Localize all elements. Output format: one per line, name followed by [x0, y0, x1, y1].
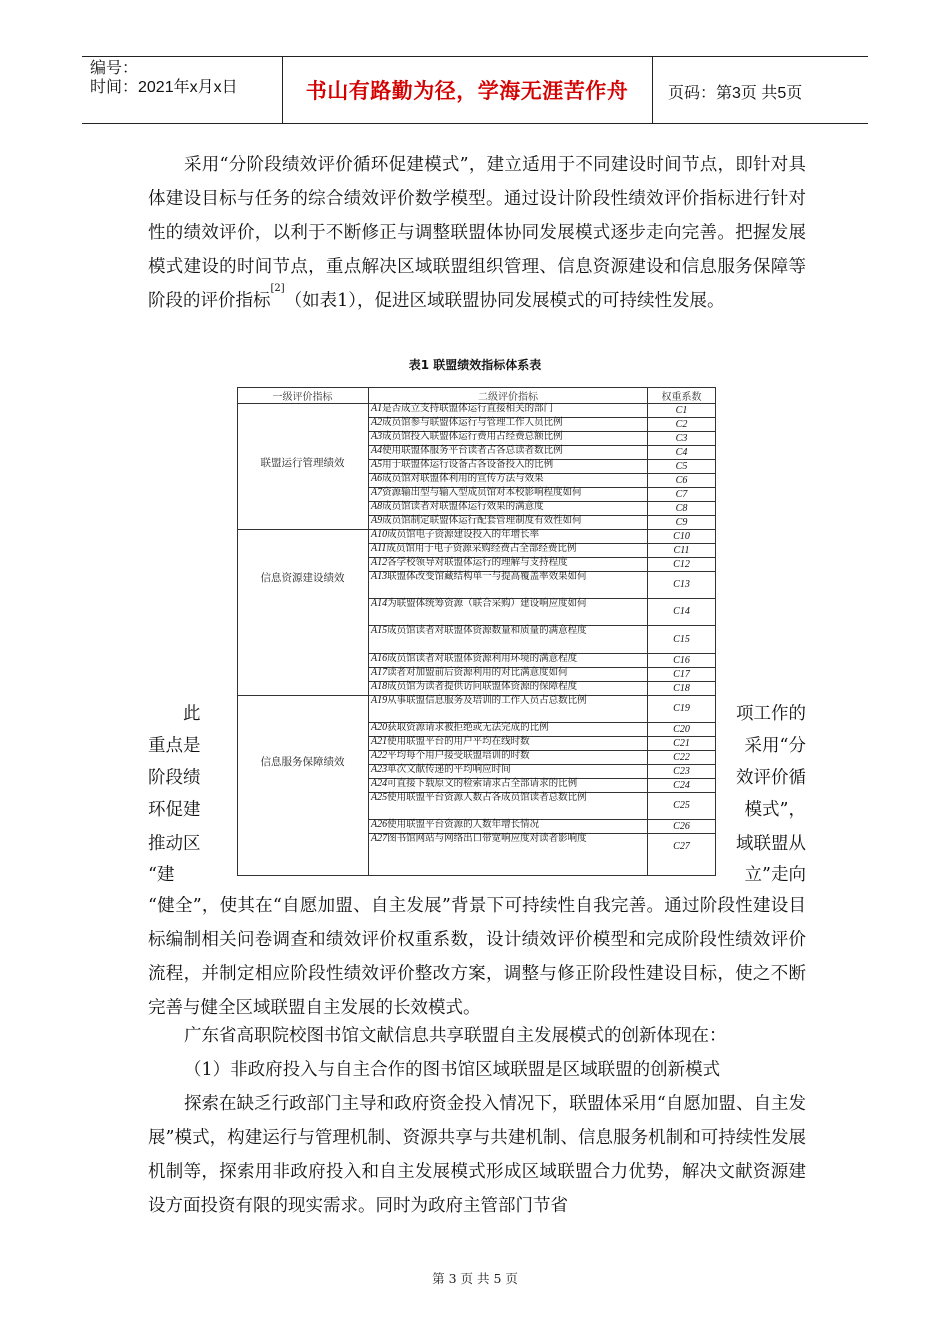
indicator-text — [371, 558, 647, 569]
indicator-code: A2 — [371, 417, 383, 428]
indicator-text — [371, 820, 647, 831]
indicator-text — [371, 474, 647, 485]
category-operation: 联盟运行管理绩效 — [260, 457, 345, 469]
page-footer: 第 3 页 共 5 页 — [432, 1271, 518, 1286]
weight-cell: C13 — [673, 579, 690, 590]
indicator-text — [371, 488, 647, 499]
indicator-code: A17 — [371, 667, 388, 678]
indicator-text — [371, 751, 647, 762]
table-header-weight: 权重系数 — [661, 392, 702, 403]
indicator-label: 使用联盟平台的用户平均在线时数 — [387, 736, 530, 747]
wrap-text-left: 阶段绩 — [148, 768, 201, 788]
indicator-code: A23 — [371, 764, 388, 775]
wrap-text-left: 重点是 — [148, 736, 201, 756]
indicator-code: A5 — [371, 459, 383, 470]
indicator-label: 资源输出型与输入型成员馆对本校影响程度如何 — [382, 487, 582, 498]
indicator-text — [371, 432, 647, 443]
indicator-code: A15 — [371, 625, 388, 636]
weight-cell: C23 — [673, 765, 690, 777]
indicator-code: A11 — [371, 543, 387, 554]
indicator-label: 成员馆投入联盟体运行费用占经费总额比例 — [382, 431, 563, 442]
indicator-text — [371, 530, 647, 541]
intro-text-tail: （如表1），促进区域联盟协同发展模式的可持续性发展。 — [284, 291, 725, 311]
indicator-code: A21 — [371, 736, 388, 747]
indicator-code: A13 — [371, 571, 388, 582]
header-top-rule — [82, 56, 868, 57]
paragraph-innovation: 广东省高职院校图书馆文献信息共享联盟自主发展模式的创新体现在： — [184, 1026, 727, 1046]
indicator-label: 单次文献传递的平均响应时间 — [387, 764, 511, 775]
table-col-rule — [368, 387, 369, 875]
weight-cell: C17 — [673, 668, 690, 680]
indicator-label: 成员馆制定联盟体运行配套管理制度有效性如何 — [382, 515, 582, 526]
weight-cell: C4 — [675, 446, 688, 458]
wrap-text-right: 效评价循 — [736, 768, 806, 788]
wrap-text-left: “建 — [148, 865, 175, 885]
weight-cell: C14 — [673, 606, 690, 617]
category-service: 信息服务保障绩效 — [260, 756, 345, 768]
indicator-code: A12 — [371, 557, 388, 568]
indicator-text — [371, 793, 647, 804]
indicator-label: 成员馆读者对联盟体运行效果的满意度 — [382, 501, 544, 512]
weight-cell: C2 — [675, 418, 688, 430]
header-bottom-rule — [82, 123, 868, 124]
indicator-label: 成员馆电子资源建设投入的年增长率 — [387, 529, 540, 540]
indicator-label: 成员馆为读者提供访问联盟体资源的保障程度 — [387, 681, 578, 692]
indicator-code: A18 — [371, 681, 388, 692]
indicator-text — [371, 737, 647, 748]
indicator-text — [371, 502, 647, 513]
indicator-text — [371, 404, 647, 415]
indicator-text — [371, 626, 647, 637]
indicator-table — [237, 387, 715, 875]
indicator-label: 联盟体改变馆藏结构单一与提高覆盖率效果如何 — [387, 571, 587, 582]
wrap-text-right: 模式”， — [744, 800, 806, 820]
indicator-label: 获取资源请求被拒绝或无法完成的比例 — [387, 722, 549, 733]
weight-cell: C16 — [673, 654, 690, 666]
weight-cell: C5 — [675, 460, 688, 472]
intro-text: 采用“分阶段绩效评价循环促建模式”，建立适用于不同建设时间节点，即针对具体建设目标与任务的综合绩效评价数学模型。通过设计阶段性绩效评价指标进行针对性的绩效评价，以利于不断修正与调整联盟体协同发展模式逐步走向完善。把握发展模式建设的时间节点，重点解决区域联盟组织管理、信息资源建设和信息服务保障等阶段的评价指标 — [148, 155, 806, 311]
table-title: 表1 联盟绩效指标体系表 — [408, 358, 542, 372]
citation-ref: [2] — [270, 283, 285, 294]
serial-label: 编号： — [90, 60, 139, 77]
weight-cell: C15 — [673, 633, 690, 645]
table-border — [237, 387, 238, 875]
indicator-code: A10 — [371, 529, 388, 540]
indicator-code: A6 — [371, 473, 383, 484]
weight-cell: C8 — [675, 502, 688, 514]
indicator-label: 成员馆用于电子资源采购经费占全部经费比例 — [386, 543, 577, 554]
indicator-label: 图书馆网站与网络出口带宽响应度对读者影响度 — [387, 833, 587, 844]
indicator-label: 读者对加盟前后资源利用的对比满意度如何 — [387, 667, 568, 678]
indicator-text — [371, 572, 647, 583]
wrap-text-left: 推动区 — [148, 834, 201, 854]
indicator-code: A25 — [371, 792, 388, 803]
weight-cell: C3 — [675, 432, 688, 444]
weight-cell: C12 — [673, 558, 690, 570]
paragraph-evaluation: “健全”，使其在“自愿加盟、自主发展”背景下可持续性自我完善。通过阶段性建设目标编制相关问卷调查和绩效评价权重系数，设计绩效评价模型和完成阶段性绩效评价流程，并制定相应阶段性绩效评价整改方案，调整与修正阶段性建设目标，使之不断完善与健全区域联盟自主发展的长效模式。 — [148, 896, 806, 1018]
weight-cell: C20 — [673, 723, 690, 735]
indicator-text — [371, 682, 647, 693]
wrap-text-left: 此 — [183, 704, 201, 724]
category-resource: 信息资源建设绩效 — [260, 572, 345, 584]
table-border — [237, 387, 715, 388]
indicator-text — [371, 446, 647, 457]
indicator-text — [371, 723, 647, 734]
weight-cell: C6 — [675, 474, 688, 486]
table-header-level2: 二级评价指标 — [478, 392, 538, 403]
header-page-info: 页码：第3页 共5页 — [668, 85, 803, 102]
indicator-text — [371, 418, 647, 429]
indicator-label: 成员馆读者对联盟体资源数量和质量的满意程度 — [387, 625, 587, 636]
indicator-label: 用于联盟体运行设备占各设备投入的比例 — [382, 459, 554, 470]
time-label: 时间：2021年x月x日 — [90, 79, 238, 96]
indicator-code: A7 — [371, 487, 383, 498]
indicator-label: 是否成立支持联盟体运行直接相关的部门 — [382, 403, 554, 414]
indicator-text — [371, 668, 647, 679]
indicator-code: A19 — [371, 695, 388, 706]
weight-cell: C9 — [675, 516, 688, 528]
indicator-label: 使用联盟体服务平台读者占各总读者数比例 — [382, 445, 563, 456]
indicator-code: A27 — [371, 833, 388, 844]
indicator-label: 为联盟体统筹资源（联合采购）建设响应度如何 — [387, 598, 587, 609]
section-heading-1: （1）非政府投入与自主合作的图书馆区域联盟是区域联盟的创新模式 — [184, 1060, 721, 1080]
indicator-text — [371, 654, 647, 665]
weight-cell: C10 — [673, 530, 690, 542]
weight-cell: C24 — [673, 779, 690, 791]
header-motto: 书山有路勤为径，学海无涯苦作舟 — [305, 79, 629, 103]
header-meta — [90, 59, 238, 97]
indicator-text — [371, 599, 647, 610]
indicator-code: A9 — [371, 515, 383, 526]
indicator-code: A4 — [371, 445, 383, 456]
indicator-code: A24 — [371, 778, 388, 789]
indicator-label: 使用联盟平台资源人数占各成员馆读者总数比例 — [387, 792, 587, 803]
header-divider — [652, 56, 653, 124]
indicator-label: 成员馆参与联盟体运行与管理工作人员比例 — [382, 417, 563, 428]
weight-cell: C7 — [675, 488, 688, 500]
table-header-level1: 一级评价指标 — [272, 392, 333, 403]
wrap-text-right: 采用“分 — [744, 736, 806, 756]
indicator-text — [371, 460, 647, 471]
weight-cell: C22 — [673, 751, 690, 763]
indicator-label: 平均每个用户接受联盟培训的时数 — [387, 750, 530, 761]
weight-cell: C26 — [673, 820, 690, 832]
indicator-label: 成员馆对联盟体利用的宣传方法与效果 — [382, 473, 544, 484]
indicator-label: 使用联盟平台资源的人数年增长情况 — [387, 819, 540, 830]
indicator-code: A20 — [371, 722, 388, 733]
indicator-code: A3 — [371, 431, 383, 442]
wrap-text-right: 立”走向 — [744, 865, 806, 885]
indicator-text — [371, 516, 647, 527]
indicator-label: 从事联盟信息服务及培训的工作人员占总数比例 — [387, 695, 587, 706]
indicator-code: A22 — [371, 750, 388, 761]
weight-cell: C11 — [673, 544, 690, 556]
indicator-text — [371, 696, 647, 707]
wrap-text-right: 域联盟从 — [736, 834, 806, 854]
indicator-text — [371, 779, 647, 790]
paragraph-exploration: 探索在缺乏行政部门主导和政府资金投入情况下，联盟体采用“自愿加盟、自主发展”模式，构建运行与管理机制、资源共享与共建机制、信息服务机制和可持续性发展机制等，探索用非政府投入和自主发展模式形成区域联盟合力优势，解决文献资源建设方面投资有限的现实需求。同时为政府主管部门节省 — [148, 1094, 806, 1216]
table-border — [715, 387, 716, 875]
indicator-label: 各学校领导对联盟体运行的理解与支持程度 — [387, 557, 568, 568]
indicator-label: 成员馆读者对联盟体资源利用环境的满意程度 — [387, 653, 578, 664]
weight-cell: C1 — [675, 404, 688, 416]
indicator-text — [371, 544, 647, 555]
wrap-text-right: 项工作的 — [736, 704, 806, 724]
indicator-code: A26 — [371, 819, 388, 830]
weight-cell: C19 — [673, 703, 690, 714]
weight-cell: C25 — [673, 800, 690, 811]
indicator-code: A14 — [371, 598, 388, 609]
indicator-code: A8 — [371, 501, 383, 512]
indicator-code: A1 — [371, 403, 383, 414]
weight-cell: C27 — [673, 841, 690, 852]
indicator-label: 可直接下载原文的检索请求占全部请求的比例 — [387, 778, 578, 789]
indicator-code: A16 — [371, 653, 388, 664]
table-border — [237, 875, 716, 876]
weight-cell: C18 — [673, 682, 690, 694]
page-header — [82, 56, 868, 124]
weight-cell: C21 — [673, 737, 690, 749]
indicator-text — [371, 765, 647, 776]
indicator-text — [371, 834, 647, 845]
wrap-text-left: 环促建 — [148, 800, 201, 820]
intro-paragraph — [148, 148, 806, 318]
